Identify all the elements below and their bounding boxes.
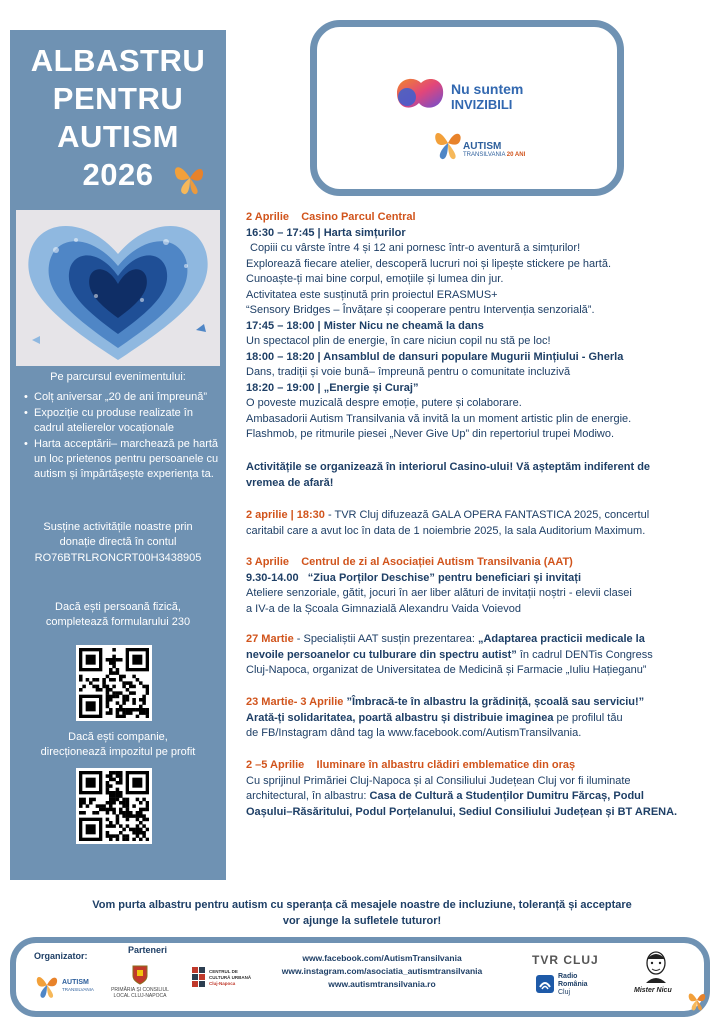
left-sidebar (10, 30, 226, 880)
indoor-note: Activitățile se organizează în interiorul Casino-ului! Vă așteptăm indiferent de vremea de afară! (246, 461, 651, 489)
event-desc: Dans, tradiții și voie bună– împreună pentru o comunitate incluzivă (246, 366, 571, 378)
qr-code-icon[interactable] (76, 645, 152, 721)
event-title: 18:20 – 19:00 | „Energie și Curaj” (246, 381, 419, 394)
closing-message: Vom purta albastru pentru autism cu speranța că mesajele noastre de incluziune, toleranță și acceptare vor ajunge la sufletele tuturor! (92, 899, 632, 927)
butterfly-icon (34, 969, 60, 1006)
culture-center-icon (192, 967, 206, 992)
event-desc: O poveste muzicală despre emoție, putere și colaborare. (246, 397, 522, 409)
list-item: • Harta acceptării– marchează pe hartă un loc prietenos pentru persoanele cu autism și împărtășește experiența ta. (24, 437, 220, 482)
section-heading: 2 Aprilie Casino Parcul Central (246, 211, 416, 223)
events-list (10, 390, 226, 483)
website-link[interactable]: www.autismtransilvania.ro (328, 979, 436, 989)
partner-primaria-name: PRIMĂRIA ȘI CONSILIUL LOCAL CLUJ-NAPOCA (111, 987, 169, 999)
donation-text: Susține activitățile noastre prin donație directă în contul (43, 521, 193, 548)
event-title: 9.30-14.00 “Ziua Porților Deschise” pentru beneficiari și invitați (246, 571, 582, 584)
campaign-logo-icon (387, 69, 449, 120)
section-heading: 3 Aprilie Centrul de zi al Asociației Autism Transilvania (AAT) (246, 556, 573, 568)
facebook-link-text[interactable]: de FB/Instagram dând tag la www.facebook.com/AutismTransilvania. (246, 727, 582, 739)
event-desc: “Sensory Bridges – Învățare și cooperare pentru Intervenția senzorială”. (246, 304, 595, 316)
events-heading: Pe parcursul evenimentului: (50, 371, 186, 383)
event-desc: Ambasadorii Autism Transilvania vă invită la un moment artistic plin de energie. (246, 412, 632, 425)
section-tvr: 2 aprilie | 18:30 - TVR Cluj difuzează GALA OPERA FANTASTICA 2025, concertul caritabil care a avut loc în data de 1 noiembrie 2025, la sala Auditorium Maximum. (246, 509, 650, 537)
title-line-1: ALBASTRU (30, 43, 206, 78)
butterfly-icon (172, 158, 208, 203)
mister-nicu-name: Mister Nicu (634, 987, 672, 994)
person-donation-text: Dacă ești persoană fizică, completează formularului 230 (45, 601, 191, 628)
event-desc: Cunoaște-ți mai bine corpul, emoțiile și lumea din jur. (246, 273, 504, 285)
event-title: 16:30 – 17:45 | Harta simțurilor (246, 226, 406, 239)
partners-footer (10, 937, 710, 1017)
section-wear-blue: 23 Martie- 3 Aprilie ”Îmbracă-te în albastru la grădiniță, școală sau serviciu!” Arată-ți solidaritatea, poartă albastru și distribuie imaginea pe profilul tău de FB/Instagram dând tag la www.facebook.com/AutismTransilvania. (246, 695, 716, 742)
event-title: 18:00 – 18:20 | Ansamblul de dansuri populare Mugurii Mințiului - Gherla (246, 350, 624, 363)
section-illumination: 2 –5 Aprilie Iluminare în albastru clădiri emblematice din oraș Cu sprijinul Primăriei Cluj-Napoca și al Consiliului Județean Cluj vor fi iluminate architectural, în albastru: Casa de Cultură a Studenților Dumitru Fărcaș, Podul Oașului–Răsăritului, Podul Porțelanului, Sediul Consiliului Județean și BT ARENA. (246, 758, 716, 820)
section-heading: 2 –5 Aprilie Iluminare în albastru clădiri emblematice din oraș (246, 759, 576, 771)
butterfly-icon (433, 123, 463, 168)
radio-romania-cluj-name: Radio România Cluj (558, 973, 588, 996)
campaign-name-line1: Nu suntem (451, 81, 524, 97)
contact-links (262, 952, 502, 991)
title-line-4: 2026 (82, 157, 154, 192)
list-item: • Expoziție cu produse realizate în cadrul atelierelor vocaționale (24, 406, 220, 436)
aat-logo-name: AUTISM (463, 141, 502, 152)
event-desc: Un spectacol plin de energie, în care niciun copil nu stă pe loc! (246, 335, 551, 347)
mister-nicu-avatar-icon (642, 949, 670, 988)
event-desc: Copiii cu vârste între 4 și 12 ani pornesc într-o aventură a simțurilor! (250, 242, 581, 254)
list-item: • Colț aniversar „20 de ani împreună” (24, 390, 220, 405)
partner-centrul-name: CENTRUL DE CULTURĂ URBANĂ Cluj-Napoca (209, 969, 252, 986)
partners-label: Parteneri (128, 945, 168, 955)
tvr-cluj-logo: TVR CLUJ (532, 953, 599, 967)
organizer-logo-sub: TRANSILVANIA (62, 987, 94, 992)
event-desc: Explorează fiecare atelier, descoperă lucruri noi și lipește stickere pe hartă. (246, 257, 612, 270)
event-title: 17:45 – 18:00 | Mister Nicu ne cheamă la dans (246, 319, 484, 332)
company-donation-text: Dacă ești companie, direcționează impozitul pe profit (40, 731, 196, 758)
title-line-3: AUTISM (57, 119, 179, 154)
heart-butterflies-photo (16, 210, 220, 366)
instagram-link[interactable]: www.instagram.com/asociatia_autismtransilvania (281, 966, 483, 976)
campaign-logo-box (310, 20, 624, 196)
radio-logo-icon (536, 975, 554, 998)
iban-text: RO76BTRLRONCRT00H3438905 (34, 552, 202, 564)
campaign-name-line2: INVIZIBILI (451, 97, 513, 112)
facebook-link[interactable]: www.facebook.com/AutismTransilvania (302, 953, 462, 963)
section-april-2 (246, 210, 716, 443)
organizer-label: Organizator: (34, 951, 88, 961)
event-desc: Flashmob, pe ritmurile piesei „Never Give Up” din repertoriul trupei Modiwo. (246, 428, 615, 440)
section-april-3: 3 Aprilie Centrul de zi al Asociației Autism Transilvania (AAT) 9.30-14.00 “Ziua Porților Deschise” pentru beneficiari și invitați Ateliere senzoriale, gătit, jocuri în aer liber alături de invitații noștri - elevii clasei a IV-a de la Școala Gimnazială Alexandru Vaida Voievod (246, 555, 716, 617)
title-line-2: PENTRU (52, 81, 184, 116)
qr-code-icon[interactable] (76, 768, 152, 844)
organizer-logo-name: AUTISM (62, 979, 89, 986)
aat-logo-sub: TRANSILVANIA 20 ANI (463, 152, 526, 158)
butterfly-icon (686, 987, 708, 1018)
section-march-27: 27 Martie - Specialiștii AAT susțin prezentarea: „Adaptarea practicii medicale la nevoile persoanelor cu tulburare din spectru autist” în cadrul DENTis Congress Cluj-Napoca, organizat de Universitatea de Medicină și Farmacie „Iuliu Hațieganu” (246, 633, 653, 676)
event-desc: Activitatea este susținută prin proiectul ERASMUS+ (246, 288, 498, 301)
